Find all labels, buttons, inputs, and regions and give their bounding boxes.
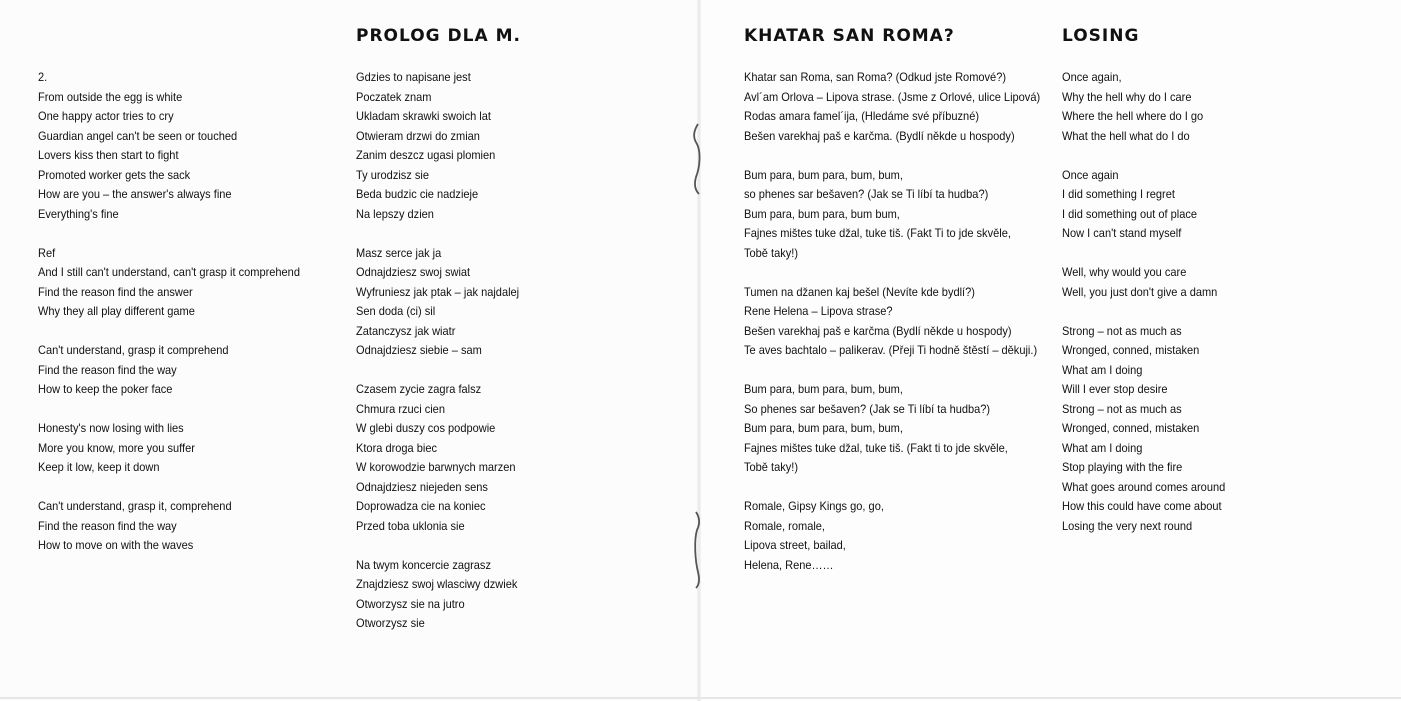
lyric-line: Tumen na džanen kaj bešel (Nevíte kde bydlí?) [744,284,975,299]
lyric-line: Przed toba uklonia sie [356,518,465,533]
lyric-line: How to keep the poker face [38,382,173,396]
lyric-line: Bum para, bum para, bum, bum, [744,421,903,435]
lyric-line: How to move on with the waves [38,538,194,552]
lyric-line: Tobě taky!) [744,245,799,260]
song-column-1 [38,68,338,556]
lyric-line: What goes around comes around [1062,479,1226,494]
lyric-line: Find the reason find the answer [38,284,193,299]
lyric-line [356,361,650,381]
lyric-line [744,361,1029,381]
lyric-line: Czasem zycie zagra falsz [356,382,482,396]
lyric-line: Strong – not as much as [1062,401,1182,416]
lyric-line: Bum para, bum para, bum bum, [744,206,900,221]
song-4-lyrics [1062,68,1382,536]
lyric-line [1062,302,1356,322]
song-title-losing: LOSING [1062,26,1140,46]
lyric-line: Fajnes mištes tuke džal, tuke tiš. (Fakt ti to jde skvěle, [744,440,1008,455]
lyric-line: Wronged, conned, mistaken [1062,421,1200,435]
lyric-line: Tobě taky!) [744,460,799,474]
song-title-khatar: KHATAR SAN ROMA? [744,26,955,46]
lyric-line: Doprowadza cie na koniec [356,499,486,513]
lyric-line: Odnajdziesz swoj swiat [356,265,471,279]
lyric-line: Na twym koncercie zagrasz [356,557,491,572]
lyric-line: Romale, Gipsy Kings go, go, [744,499,884,513]
lyric-line: I did something out of place [1062,206,1198,221]
staple-bottom-icon [688,510,708,590]
lyric-line: Find the reason find the way [38,362,177,377]
lyric-line: Rodas amara famel´ija, (Hledáme své příbuzné) [744,109,980,123]
song-2-lyrics [356,68,676,634]
lyric-line: Otworzysz sie na jutro [356,596,465,611]
lyric-line: What am I doing [1062,440,1143,455]
lyric-line: Odnajdziesz niejeden sens [356,479,488,494]
lyric-line: W glebi duszy cos podpowie [356,421,496,435]
lyric-line: Once again, [1062,70,1122,84]
lyric-line: Guardian angel can't be seen or touched [38,128,238,143]
lyric-line: Can't understand, grasp it comprehend [38,343,229,357]
lyric-line: Wyfruniesz jak ptak – jak najdalej [356,284,520,299]
lyric-line: So phenes sar bešaven? (Jak se Ti líbí ta hudba?) [744,401,991,416]
lyric-line: Can't understand, grasp it, comprehend [38,499,232,513]
lyric-line: Ref [38,245,56,260]
lyric-line [356,536,650,556]
lyric-line: How are you – the answer's always fine [38,187,232,201]
song-column-losing [1062,25,1382,536]
lyric-line [38,224,314,244]
lyric-line: Avl´am Orlova – Lipova strase. (Jsme z Orlové, ulice Lipová) [744,89,1041,104]
lyric-line: Stop playing with the fire [1062,460,1183,474]
lyric-line: Romale, romale, [744,518,825,533]
lyric-line: Losing the very next round [1062,518,1193,533]
lyric-line: Fajnes mištes tuke džal, tuke tiš. (Fakt Ti to jde skvěle, [744,226,1011,240]
lyric-line [744,146,1029,166]
lyric-line: W korowodzie barwnych marzen [356,460,516,474]
lyric-line: One happy actor tries to cry [38,109,174,123]
song-3-lyrics [744,68,1054,575]
song-column-prolog [356,25,676,634]
lyric-line: Znajdziesz swoj wlasciwy dzwiek [356,577,518,591]
lyric-line: Bešen varekhaj paš e karčma. (Bydlí někde u hospody) [744,128,1015,143]
lyric-line: Khatar san Roma, san Roma? (Odkud jste Romové?) [744,70,1007,84]
lyric-line: What am I doing [1062,362,1143,377]
booklet-bottom-edge [0,697,1401,699]
lyric-line: Lipova street, bailad, [744,538,846,552]
lyric-line: Strong – not as much as [1062,323,1182,338]
lyric-line [356,224,650,244]
lyric-line: Gdzies to napisane jest [356,70,471,84]
lyric-line [744,478,1029,498]
lyric-line: How this could have come about [1062,499,1222,513]
song-1-lyrics [38,68,338,556]
lyric-line: Beda budzic cie nadzieje [356,187,479,201]
lyric-line: And I still can't understand, can't grasp it comprehend [38,265,300,279]
lyric-line [38,322,314,342]
lyric-line: Find the reason find the way [38,518,177,533]
lyric-line: Promoted worker gets the sack [38,167,191,182]
lyric-line: Chmura rzuci cien [356,401,445,416]
song-title-prolog: PROLOG DLA M. [356,26,521,46]
lyric-line: Zatanczysz jak wiatr [356,323,456,338]
lyric-line: Wronged, conned, mistaken [1062,343,1200,357]
lyric-line: Ktora droga biec [356,440,438,455]
lyric-line: Honesty's now losing with lies [38,421,184,435]
song-column-khatar [744,25,1054,575]
lyric-line: Bum para, bum para, bum, bum, [744,167,903,182]
lyric-line: Otworzysz sie [356,616,425,630]
lyric-line [38,478,314,498]
lyric-line: so phenes sar bešaven? (Jak se Ti líbí ta hudba?) [744,187,989,201]
lyric-line: Te aves bachtalo – palikerav. (Přeji Ti hodně štěstí – děkuji.) [744,343,1038,357]
lyric-line: Will I ever stop desire [1062,382,1168,396]
lyric-line: Why the hell why do I care [1062,89,1192,104]
lyric-line: Poczatek znam [356,89,432,104]
lyric-line: Otwieram drzwi do zmian [356,128,480,143]
lyric-line [1062,146,1356,166]
page-gutter [697,0,701,701]
lyric-line: Well, why would you care [1062,265,1187,279]
lyric-line: Rene Helena – Lipova strase? [744,304,893,318]
lyric-line: Masz serce jak ja [356,245,442,260]
lyric-line: More you know, more you suffer [38,440,195,455]
lyric-line: Zanim deszcz ugasi plomien [356,148,496,162]
lyric-line: Lovers kiss then start to fight [38,148,179,162]
lyric-line [744,263,1029,283]
lyric-line: Now I can't stand myself [1062,226,1182,240]
lyric-line: Once again [1062,167,1119,182]
lyric-line: Sen doda (ci) sil [356,304,436,318]
lyric-line: What the hell what do I do [1062,128,1190,143]
lyric-line: Na lepszy dzien [356,206,434,221]
lyric-line: Well, you just don't give a damn [1062,284,1218,299]
lyric-line: From outside the egg is white [38,89,183,104]
lyric-line: I did something I regret [1062,187,1175,201]
lyric-line: 2. [38,70,48,84]
lyric-line [1062,244,1356,264]
lyric-line [38,400,314,420]
lyric-line: Odnajdziesz siebie – sam [356,343,482,357]
lyric-line: Why they all play different game [38,304,195,318]
staple-top-icon [688,122,708,197]
lyric-line: Where the hell where do I go [1062,109,1204,123]
lyric-line: Ukladam skrawki swoich lat [356,109,491,123]
lyric-line: Helena, Rene…… [744,557,834,572]
lyric-line: Bešen varekhaj paš e karčma (Bydlí někde u hospody) [744,323,1012,338]
lyric-line: Ty urodzisz sie [356,167,430,182]
lyric-line: Bum para, bum para, bum, bum, [744,382,903,396]
lyric-line: Everything's fine [38,206,119,221]
lyric-line: Keep it low, keep it down [38,460,160,474]
